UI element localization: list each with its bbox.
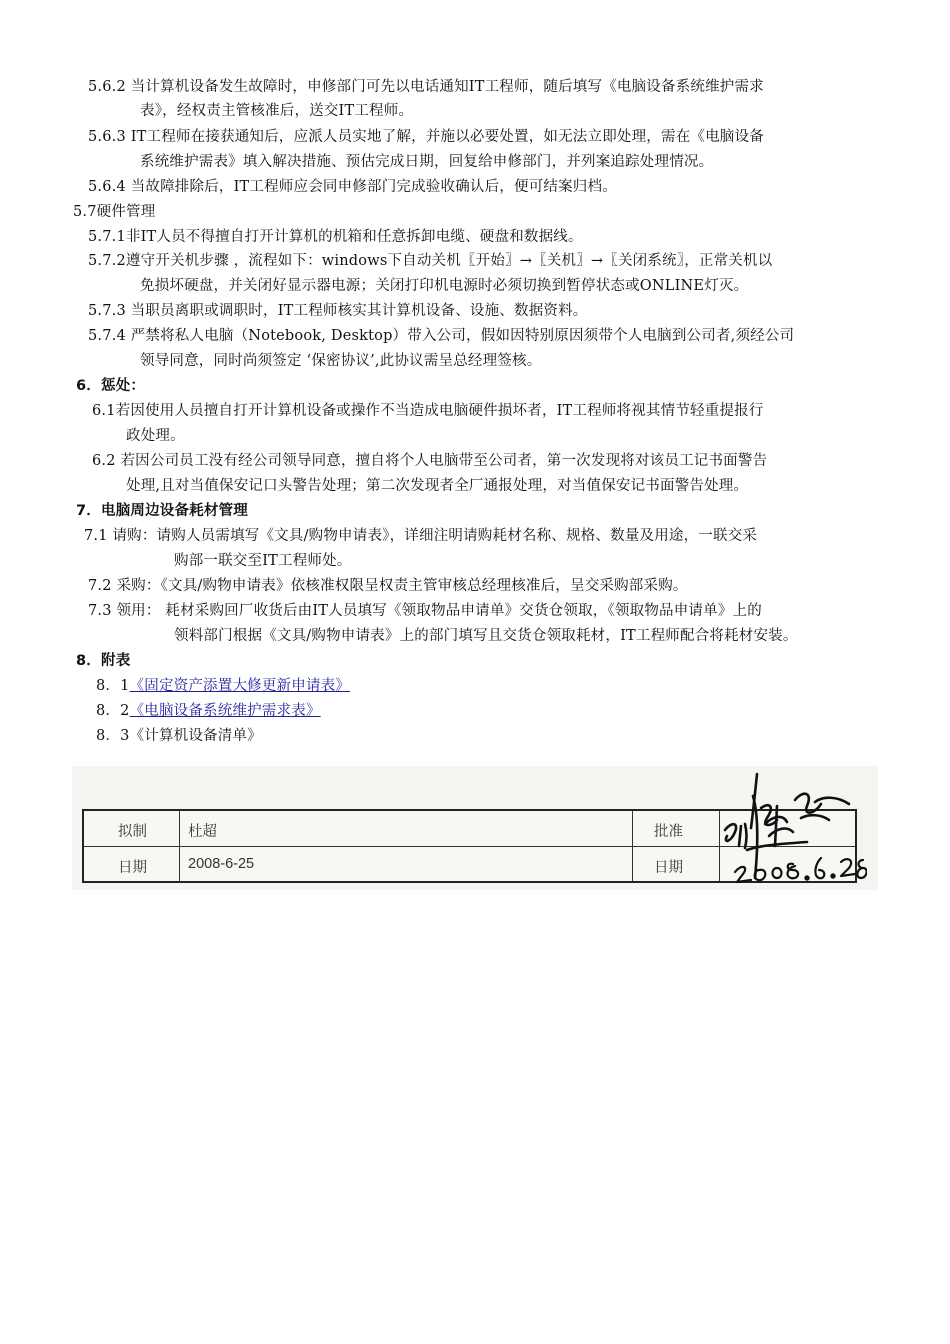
clause-5-7-4: 5.7.4 严禁将私人电脑（Notebook, Desktop）带入公司，假如因特别原因须带个人电脑到公司者,须经公司 <box>88 328 795 344</box>
clause-5-7-2: 5.7.2遵守开关机步骤 ，流程如下：windows下自动关机〖开始〗→〖关机〗→〖关闭系统〗，正常关机以 <box>88 253 773 269</box>
clause-6-2-cont: 处理,且对当值保安记口头警告处理；第二次发现者全厂通报处理，对当值保安记书面警告处理。 <box>126 478 749 494</box>
clause-5-7-3: 5.7.3 当职员离职或调职时，IT工程师核实其计算机设备、设施、数据资料。 <box>88 303 588 319</box>
attachment-link-maintenance-form[interactable]: 《电脑设备系统维护需求表》 <box>129 703 321 719</box>
attachment-link-fixed-asset-form[interactable]: 《固定资产添置大修更新申请表》 <box>129 678 351 694</box>
section-7-title: 7．电脑周边设备耗材管理 <box>76 503 248 519</box>
clause-7-3-cont: 领料部门根据《文具/购物申请表》上的部门填写且交货仓领取耗材，IT工程师配合将耗材安装。 <box>174 628 798 644</box>
clause-5-6-2-cont: 表》，经权责主管核准后，送交IT工程师。 <box>140 103 414 119</box>
attachment-item <box>96 726 262 746</box>
approved-date-label: 日期 <box>654 860 683 876</box>
table-col-divider <box>632 811 633 881</box>
drafted-by: 杜超 <box>188 824 217 840</box>
clause-7-3: 7.3 领用： 耗材采购回厂收货后由IT人员填写《领取物品申请单》交货仓领取，《领取物品申请单》上的 <box>88 603 762 619</box>
clause-5-7-2-cont: 免损坏硬盘，并关闭好显示器电源；关闭打印机电源时必须切换到暂停状态或ONLINE灯灭。 <box>140 278 749 294</box>
attachment-title-equipment-list: 《计算机设备清单》 <box>129 728 262 744</box>
handwritten-signature <box>717 766 867 890</box>
clause-7-1: 7.1 请购：请购人员需填写《文具/购物申请表》，详细注明请购耗材名称、规格、数量及用途，一联交采 <box>84 528 758 544</box>
table-col-divider <box>179 811 180 881</box>
clause-5-7-1: 5.7.1非IT人员不得擅自打开计算机的机箱和任意拆卸电缆、硬盘和数据线。 <box>88 229 583 245</box>
attachment-number: 8．3 <box>96 728 130 744</box>
attachment-item <box>96 676 350 696</box>
clause-5-6-3-cont: 系统维护需表》填入解决措施、预估完成日期，回复给申修部门，并列案追踪处理情况。 <box>140 154 714 170</box>
clause-7-2: 7.2 采购：《文具/购物申请表》依核准权限呈权责主管审核总经理核准后，呈交采购部采购。 <box>88 578 688 594</box>
approved-label: 批准 <box>654 824 683 840</box>
clause-5-7-4-cont: 领导同意，同时尚须签定 ‘保密协议’,此协议需呈总经理签核。 <box>140 353 542 369</box>
clause-5-6-4: 5.6.4 当故障排除后，IT工程师应会同申修部门完成验收确认后，便可结案归档。 <box>88 179 617 195</box>
section-6-title: 6．惩处： <box>76 378 146 394</box>
section-8-title: 8．附表 <box>76 653 131 669</box>
clause-6-1: 6.1若因使用人员擅自打开计算机设备或操作不当造成电脑硬件损坏者，IT工程师将视其情节轻重提报行 <box>92 403 764 419</box>
clause-6-2: 6.2 若因公司员工没有经公司领导同意，擅自将个人电脑带至公司者，第一次发现将对该员工记书面警告 <box>92 453 768 469</box>
clause-6-1-cont: 政处理。 <box>126 428 185 444</box>
attachment-number: 8．1 <box>96 678 130 694</box>
section-5-7-title: 5.7硬件管理 <box>73 204 156 220</box>
clause-5-6-3: 5.6.3 IT工程师在接获通知后，应派人员实地了解，并施以必要处置，如无法立即处理，需在《电脑设备 <box>88 129 764 145</box>
date-label: 日期 <box>118 860 147 876</box>
drafted-date: 2008-6-25 <box>188 856 255 872</box>
drafted-label: 拟制 <box>118 824 147 840</box>
attachment-number: 8．2 <box>96 703 130 719</box>
attachment-item <box>96 701 321 721</box>
signoff-scan <box>72 766 878 890</box>
clause-5-6-2: 5.6.2 当计算机设备发生故障时，申修部门可先以电话通知IT工程师，随后填写《电脑设备系统维护需求 <box>88 79 764 95</box>
clause-7-1-cont: 购部一联交至IT工程师处。 <box>174 553 352 569</box>
